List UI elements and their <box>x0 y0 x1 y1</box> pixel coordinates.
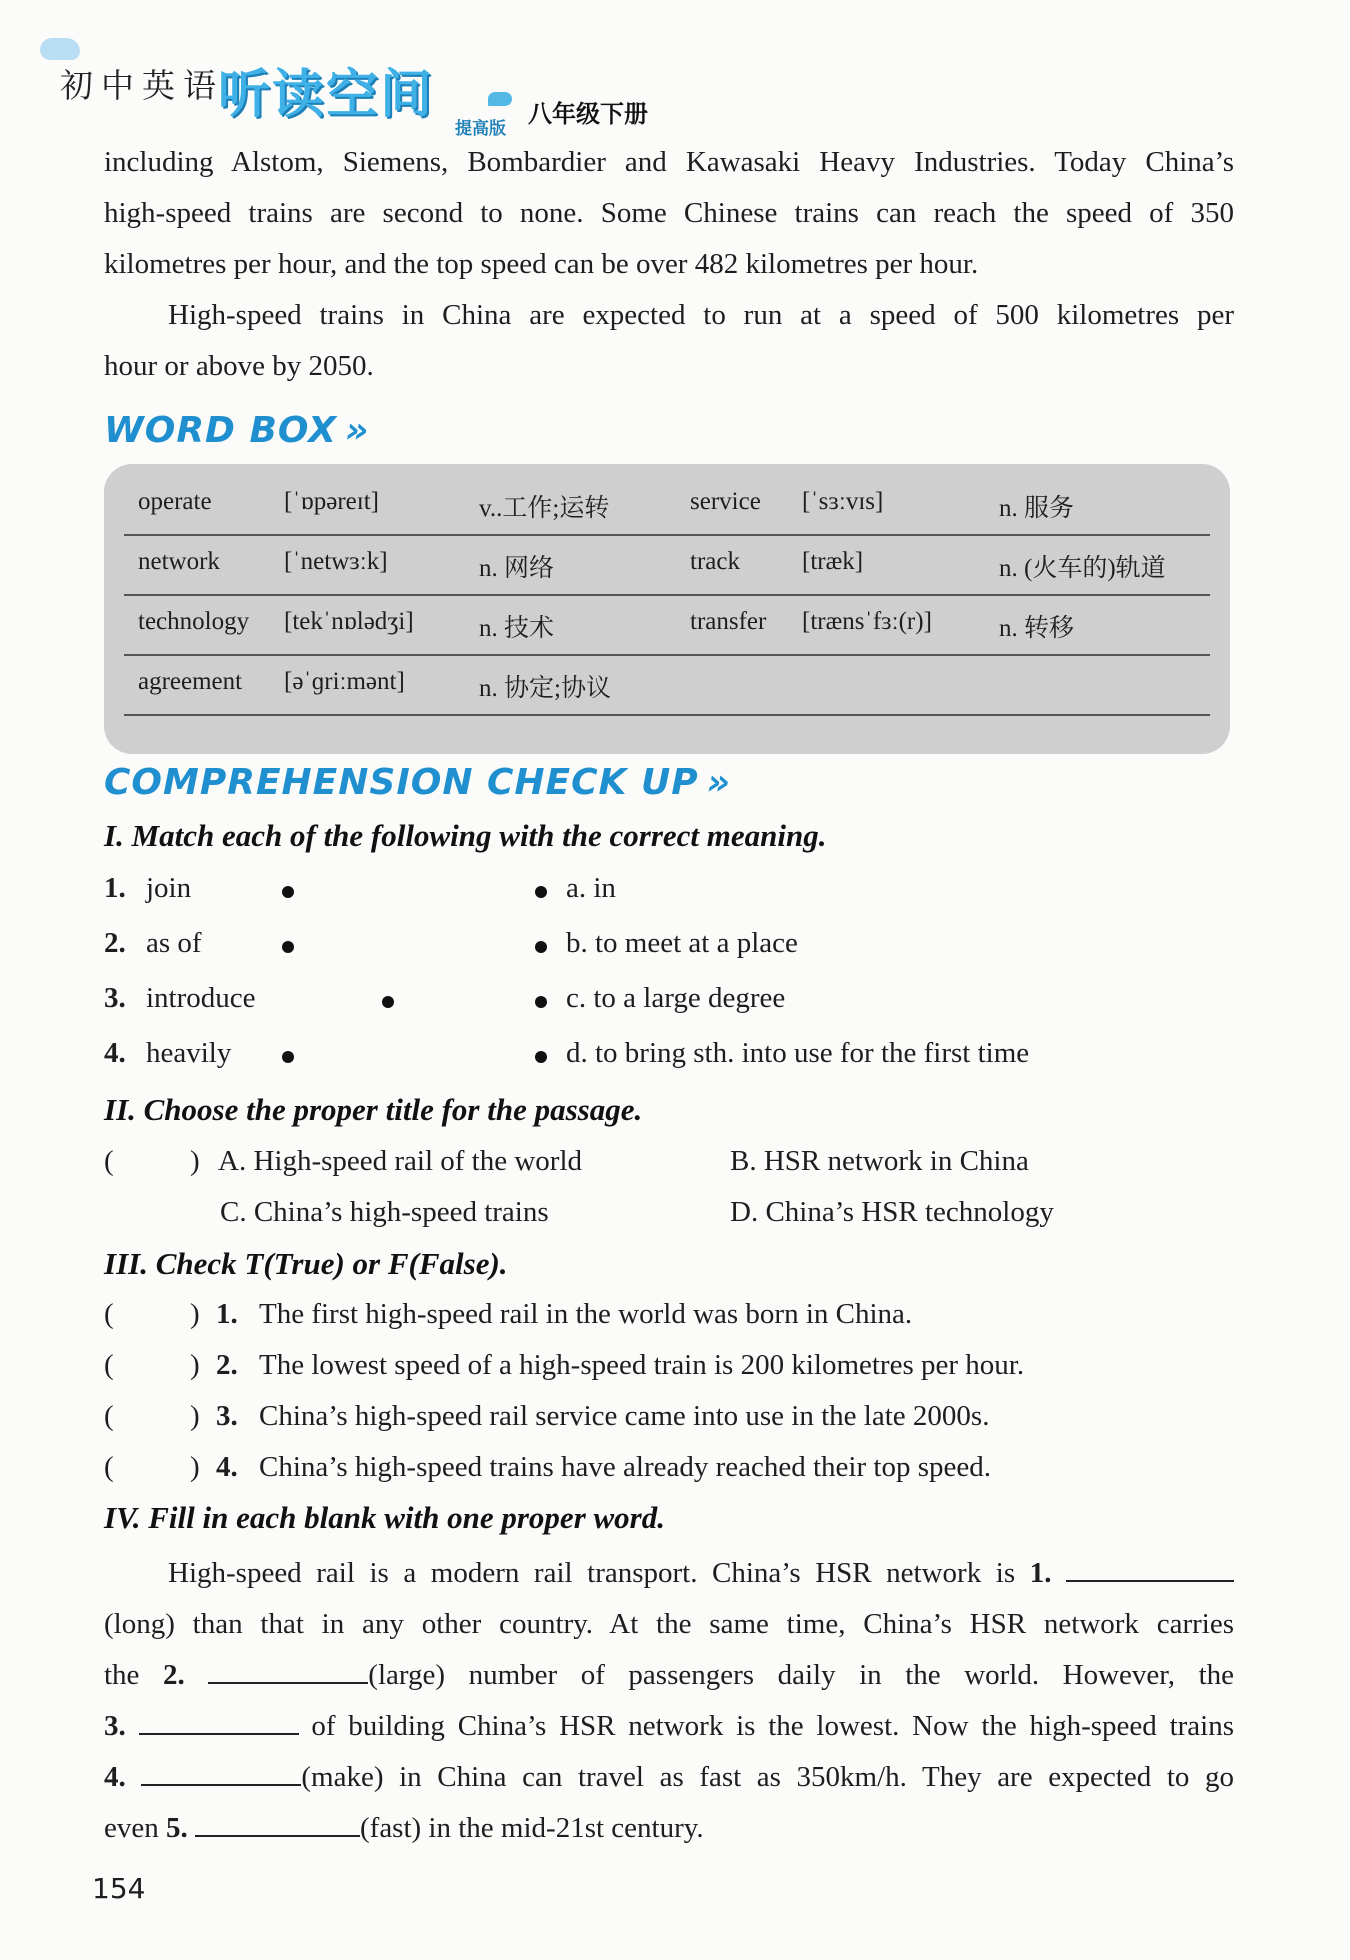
bracket-open[interactable]: ( <box>104 1451 114 1483</box>
phonetic: [əˈɡriːmənt] <box>284 668 405 695</box>
fill-text: (fast) in the mid-21st century. <box>360 1812 704 1844</box>
blank-4[interactable] <box>141 1756 301 1786</box>
item-number: 2. <box>104 927 126 959</box>
match-item <box>104 982 1204 1022</box>
option-d: D. China’s HSR technology <box>730 1196 1054 1228</box>
series-name: 初中英语 <box>60 66 224 105</box>
phonetic: [ˈsɜːvɪs] <box>802 488 884 515</box>
match-meaning: d. to bring sth. into use for the first time <box>566 1037 1030 1069</box>
fill-text: even <box>104 1812 159 1844</box>
match-meaning: a. in <box>566 872 616 904</box>
phonetic: [træk] <box>802 548 864 575</box>
grade-label: 八年级下册 <box>528 100 648 128</box>
match-dot[interactable] <box>282 886 294 898</box>
comprehension-title: COMPREHENSION CHECK UP <box>104 762 699 803</box>
blank-number: 2. <box>162 1659 185 1691</box>
passage-line: High-speed trains in China are expected to run at a speed of 500 kilometres per <box>168 299 1234 331</box>
match-dot[interactable] <box>535 996 547 1008</box>
fill-line <box>104 1803 1234 1854</box>
part1-instruction: I. Match each of the following with the correct meaning. <box>104 818 827 853</box>
option-a: A. High-speed rail of the world <box>218 1145 583 1177</box>
blank-2[interactable] <box>208 1654 368 1684</box>
passage-line: kilometres per hour, and the top speed can be over 482 kilometres per hour. <box>104 248 979 280</box>
fill-line: (long) than that in any other country. At the same time, China’s HSR network carries <box>104 1608 1234 1640</box>
blank-1[interactable] <box>1066 1552 1234 1582</box>
word: technology <box>138 608 250 635</box>
match-meaning: c. to a large degree <box>566 982 786 1014</box>
match-item <box>104 1037 1204 1077</box>
word-row <box>124 654 1210 716</box>
fill-line <box>104 1701 1234 1752</box>
fill-text: (large) number of passengers daily in the world. However, the <box>368 1659 1234 1691</box>
match-dot[interactable] <box>535 941 547 953</box>
match-item <box>104 927 1204 967</box>
bracket-open[interactable]: ( <box>104 1349 114 1381</box>
part2-instruction: II. Choose the proper title for the passage. <box>104 1092 643 1127</box>
passage-line: high-speed trains are second to none. Some Chinese trains can reach the speed of 350 <box>104 197 1234 229</box>
word: transfer <box>690 608 767 635</box>
blank-5[interactable] <box>195 1807 360 1837</box>
definition: n. 转移 <box>999 615 1075 642</box>
item-number: 3. <box>104 982 126 1014</box>
word-box-heading <box>104 410 369 451</box>
definition: n. 服务 <box>999 495 1075 522</box>
bracket-open: ( <box>104 1145 114 1177</box>
phonetic: [ˈnetwɜːk] <box>284 548 388 575</box>
match-dot[interactable] <box>282 1051 294 1063</box>
item-number: 1. <box>216 1298 238 1330</box>
word: service <box>690 488 761 515</box>
definition: n. 协定;协议 <box>479 675 611 702</box>
statement: China’s high-speed trains have already reached their top speed. <box>259 1451 991 1483</box>
word-row <box>124 594 1210 656</box>
match-term: as of <box>146 927 202 959</box>
item-number: 2. <box>216 1349 238 1381</box>
blank-number: 1. <box>1029 1557 1052 1589</box>
edition-label: 提高版 <box>455 119 506 139</box>
passage-line: hour or above by 2050. <box>104 350 374 382</box>
word-box-title: WORD BOX <box>104 410 337 451</box>
option-b: B. HSR network in China <box>730 1145 1029 1177</box>
statement: The lowest speed of a high-speed train is 200 kilometres per hour. <box>259 1349 1025 1381</box>
part4-instruction: IV. Fill in each blank with one proper word. <box>104 1500 665 1535</box>
word: agreement <box>138 668 243 695</box>
phonetic: [trænsˈfɜː(r)] <box>802 608 932 635</box>
match-item <box>104 872 1204 912</box>
bracket-close: ) <box>190 1451 200 1483</box>
match-dot[interactable] <box>535 886 547 898</box>
part3-instruction: III. Check T(True) or F(False). <box>104 1246 508 1281</box>
word-row <box>124 534 1210 596</box>
blank-number: 3. <box>104 1710 126 1742</box>
page-number: 154 <box>92 1872 146 1905</box>
match-term: heavily <box>146 1037 232 1069</box>
word: operate <box>138 488 212 515</box>
phonetic: [tekˈnɒlədʒi] <box>284 608 414 635</box>
match-term: join <box>146 872 192 904</box>
fill-line <box>104 1752 1234 1803</box>
word-box <box>104 464 1230 754</box>
comprehension-heading <box>104 762 731 803</box>
match-dot[interactable] <box>535 1051 547 1063</box>
item-number: 3. <box>216 1400 238 1432</box>
double-chevron-icon: » <box>344 410 370 451</box>
definition: v..工作;运转 <box>479 495 610 522</box>
item-number: 4. <box>216 1451 238 1483</box>
bracket-close: ) <box>190 1400 200 1432</box>
fill-text: High-speed rail is a modern rail transport. China’s HSR network is <box>168 1557 1016 1589</box>
fill-line <box>104 1548 1234 1599</box>
option-c: C. China’s high-speed trains <box>220 1196 549 1228</box>
word-row <box>124 474 1210 536</box>
word: network <box>138 548 220 575</box>
bracket-close: ) <box>190 1298 200 1330</box>
match-dot[interactable] <box>282 941 294 953</box>
fill-text: (make) in China can travel as fast as 350km/h. They are expected to go <box>301 1761 1234 1793</box>
definition: n. 网络 <box>479 555 555 582</box>
bracket-open[interactable]: ( <box>104 1298 114 1330</box>
definition: n. 技术 <box>479 615 555 642</box>
phonetic: [ˈɒpəreɪt] <box>284 488 379 515</box>
match-dot[interactable] <box>382 996 394 1008</box>
double-chevron-icon: » <box>706 762 731 803</box>
blank-number: 4. <box>104 1761 126 1793</box>
passage-line: including Alstom, Siemens, Bombardier and Kawasaki Heavy Industries. Today China’s <box>104 146 1234 178</box>
fill-line <box>104 1650 1234 1701</box>
definition: n. (火车的)轨道 <box>999 555 1166 582</box>
fill-text: the <box>104 1659 140 1691</box>
statement: The first high-speed rail in the world was born in China. <box>259 1298 913 1330</box>
item-number: 1. <box>104 872 126 904</box>
fill-text: of building China’s HSR network is the lowest. Now the high-speed trains <box>311 1710 1235 1742</box>
statement: China’s high-speed rail service came into use in the late 2000s. <box>259 1400 990 1432</box>
blank-3[interactable] <box>139 1705 299 1735</box>
bracket-close: ) <box>190 1349 200 1381</box>
blank-number: 5. <box>166 1812 188 1844</box>
word: track <box>690 548 740 575</box>
bracket-close: ) <box>190 1145 200 1177</box>
cloud-icon <box>40 38 80 60</box>
page-header <box>40 30 740 139</box>
item-number: 4. <box>104 1037 126 1069</box>
leaf-icon <box>488 92 512 106</box>
bracket-open[interactable]: ( <box>104 1400 114 1432</box>
match-meaning: b. to meet at a place <box>566 927 798 959</box>
match-term: introduce <box>146 982 256 1014</box>
book-title: 听读空间 <box>218 65 435 125</box>
